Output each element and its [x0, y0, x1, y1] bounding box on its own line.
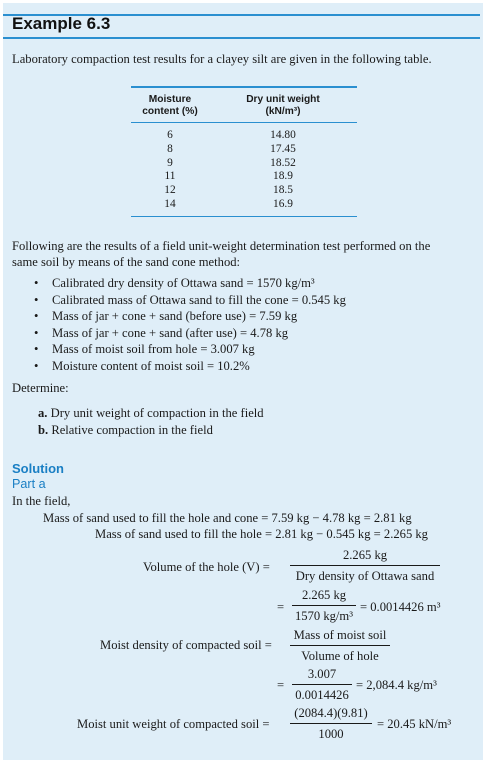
volume-result: = 0.0014426 m³ — [360, 600, 441, 614]
table-row: 8 17.45 — [167, 142, 296, 155]
equation-sand-hole: Mass of sand used to fill the hole = 2.81 kg − 0.545 kg = 2.265 kg — [95, 527, 428, 541]
equals-sign: = — [277, 678, 285, 692]
part-a-heading: Part a — [12, 477, 46, 491]
list-item: • Mass of jar + cone + sand (after use) = 4.78 kg — [34, 325, 289, 340]
table-row: 11 18.9 — [164, 170, 293, 183]
table-row: 12 18.5 — [164, 184, 293, 197]
bullet-icon: • — [34, 276, 39, 290]
volume-hole-fraction: 2.265 kg Dry density of Ottawa sand — [290, 547, 440, 584]
list-item: b. Relative compaction in the field — [38, 422, 213, 437]
parts-list — [38, 405, 264, 438]
table-header — [131, 88, 357, 122]
list-item: • Calibrated mass of Ottawa sand to fill the cone = 0.545 kg — [34, 292, 346, 307]
table-bottom-rule — [131, 216, 357, 218]
list-item: • Moisture content of moist soil = 10.2% — [34, 358, 250, 373]
moist-density-result: = 2,084.4 kg/m³ — [356, 678, 437, 692]
volume-hole-label: Volume of the hole (V) = — [143, 560, 270, 574]
list-item: a. Dry unit weight of compaction in the field — [38, 406, 264, 420]
compaction-table — [131, 86, 357, 217]
field-intro-line-2: same soil by means of the sand cone method: — [12, 255, 241, 269]
bullet-icon: • — [34, 309, 39, 323]
moist-unit-weight-result: = 20.45 kN/m³ — [377, 717, 452, 731]
example-title: Example 6.3 — [12, 14, 111, 33]
bullet-icon: • — [34, 292, 39, 307]
moist-unit-weight-fraction: $\frac{(2084.4)(9.81)}{1000}$ — [290, 705, 372, 742]
list-item: • Calibrated dry density of Ottawa sand = 1570 kg/m³ — [34, 276, 315, 290]
table-row: 14 16.9 — [164, 197, 293, 210]
intro-text: Laboratory compaction test results for a clayey silt are given in the following table. — [12, 52, 432, 66]
bullet-icon: • — [34, 342, 39, 356]
table-row: 9 18.52 — [167, 156, 296, 169]
list-item: • Mass of moist soil from hole = 3.007 kg — [34, 342, 255, 356]
moist-density-calc-fraction: $\frac{3.007}{0.0014426}$ — [292, 666, 352, 703]
determine-label: Determine: — [12, 381, 69, 395]
in-field-text: In the field, — [12, 494, 71, 508]
bullet-icon: • — [34, 358, 39, 373]
solution-heading: Solution — [12, 461, 64, 476]
table-row: 6 14.80 — [167, 129, 296, 141]
title-rule — [3, 37, 480, 39]
field-intro-line-1: Following are the results of a field unit-weight determination test performed on the — [12, 239, 431, 253]
table-body — [131, 123, 357, 216]
moist-density-fraction: Mass of moist soil Volume of hole — [290, 627, 390, 664]
equals-sign: = — [277, 600, 285, 614]
field-results-list — [34, 275, 346, 374]
list-item: • Mass of jar + cone + sand (before use) = 7.59 kg — [34, 309, 298, 323]
equation-sand-hole-cone: Mass of sand used to fill the hole and cone = 7.59 kg − 4.78 kg = 2.81 kg — [43, 511, 412, 525]
moist-unit-weight-label: Moist unit weight of compacted soil = — [77, 717, 270, 731]
bullet-icon: • — [34, 325, 39, 340]
header-dry-unit-weight: Dry unit weight (kN/m³) — [246, 93, 320, 117]
header-moisture: Moisture content (%) — [142, 93, 198, 117]
volume-calc-fraction: $\frac{2.265 kg}{\text{1570 kg/m³}}$ — [292, 587, 356, 624]
moist-density-label: Moist density of compacted soil = — [100, 638, 272, 652]
